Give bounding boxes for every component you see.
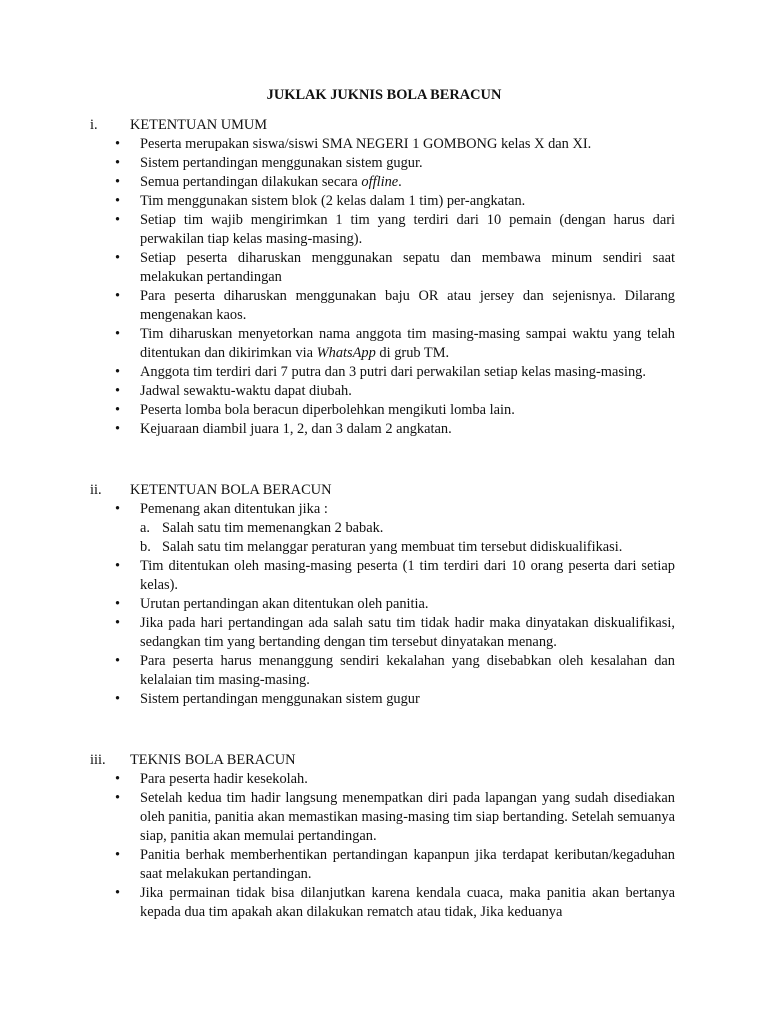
section-number: iii. <box>90 752 106 768</box>
section-heading-ketentuan-bola-beracun <box>90 481 331 500</box>
list-item: • Jika pada hari pertandingan ada salah satu tim tidak hadir maka dinyatakan diskualifikasi, sedangkan tim yang bertanding dengan tim tersebut dinyatakan menang. <box>113 614 675 652</box>
list-item: • Setiap tim wajib mengirimkan 1 tim yang terdiri dari 10 pemain (dengan harus dari perwakilan tiap kelas masing-masing). <box>113 211 675 249</box>
section-number: ii. <box>90 482 102 498</box>
list-item: • Kejuaraan diambil juara 1, 2, dan 3 dalam 2 angkatan. <box>113 420 675 439</box>
document-title: JUKLAK JUKNIS BOLA BERACUN <box>266 87 502 103</box>
section-heading-ketentuan-umum <box>90 116 267 135</box>
section-title: KETENTUAN BOLA BERACUN <box>130 482 332 498</box>
list-item: • Jika permainan tidak bisa dilanjutkan karena kendala cuaca, maka panitia akan bertanya kepada dua tim apakah akan dilakukan rematch atau tidak, Jika keduanya <box>113 884 675 922</box>
list-item: • Tim ditentukan oleh masing-masing peserta (1 tim terdiri dari 10 orang peserta dari setiap kelas). <box>113 557 675 595</box>
list-item: • Tim menggunakan sistem blok (2 kelas dalam 1 tim) per-angkatan. <box>113 192 675 211</box>
list-item: • Tim diharuskan menyetorkan nama anggota tim masing-masing sampai waktu yang telah ditentukan dan dikirimkan via WhatsApp di grub TM. <box>113 325 675 363</box>
emphasis-text: offline <box>361 174 399 190</box>
list-item: • Para peserta diharuskan menggunakan baju OR atau jersey dan sejenisnya. Dilarang mengenakan kaos. <box>113 287 675 325</box>
section-heading-teknis-bola-beracun <box>90 751 296 770</box>
list-item: • Sistem pertandingan menggunakan sistem gugur <box>113 690 675 709</box>
list-item: • Anggota tim terdiri dari 7 putra dan 3 putri dari perwakilan setiap kelas masing-masing. <box>113 363 675 382</box>
list-item: • Para peserta hadir kesekolah. <box>113 770 675 789</box>
list-item: • Jadwal sewaktu-waktu dapat diubah. <box>113 382 675 401</box>
teknis-bola-beracun-list <box>113 770 675 922</box>
list-item: • Para peserta harus menanggung sendiri kekalahan yang disebabkan oleh kesalahan dan kelalaian tim masing-masing. <box>113 652 675 690</box>
section-title: TEKNIS BOLA BERACUN <box>130 752 296 768</box>
list-item: • Peserta merupakan siswa/siswi SMA NEGERI 1 GOMBONG kelas X dan XI. <box>113 135 675 154</box>
list-item: • Urutan pertandingan akan ditentukan oleh panitia. <box>113 595 675 614</box>
sub-list-item: b. Salah satu tim melanggar peraturan yang membuat tim tersebut didiskualifikasi. <box>140 539 623 555</box>
list-item: • Peserta lomba bola beracun diperbolehkan mengikuti lomba lain. <box>113 401 675 420</box>
list-item: • Panitia berhak memberhentikan pertandingan kapanpun jika terdapat keributan/kegaduhan saat melakukan pertandingan. <box>113 846 675 884</box>
ketentuan-bola-beracun-list <box>113 500 675 709</box>
emphasis-text: WhatsApp <box>316 345 376 361</box>
section-title: KETENTUAN UMUM <box>130 117 268 133</box>
list-item: • Setiap peserta diharuskan menggunakan sepatu dan membawa minum sendiri saat melakukan pertandingan <box>113 249 675 287</box>
winner-conditions-list <box>140 519 675 557</box>
list-item: • Semua pertandingan dilakukan secara offline. <box>113 173 675 192</box>
section-number: i. <box>90 117 98 133</box>
sub-list-item: a. Salah satu tim memenangkan 2 babak. <box>140 520 384 536</box>
list-item: • Setelah kedua tim hadir langsung menempatkan diri pada lapangan yang sudah disediakan oleh panitia, panitia akan memastikan masing-masing tim siap bertanding. Setelah semuanya siap, panitia akan memulai pertandingan. <box>113 789 675 846</box>
list-item: • Pemenang akan ditentukan jika : a. Salah satu tim memenangkan 2 babak. b. Salah satu tim melanggar peraturan yang membuat tim tersebut didiskualifikasi. <box>113 500 675 557</box>
ketentuan-umum-list <box>113 135 675 439</box>
list-item: • Sistem pertandingan menggunakan sistem gugur. <box>113 154 675 173</box>
